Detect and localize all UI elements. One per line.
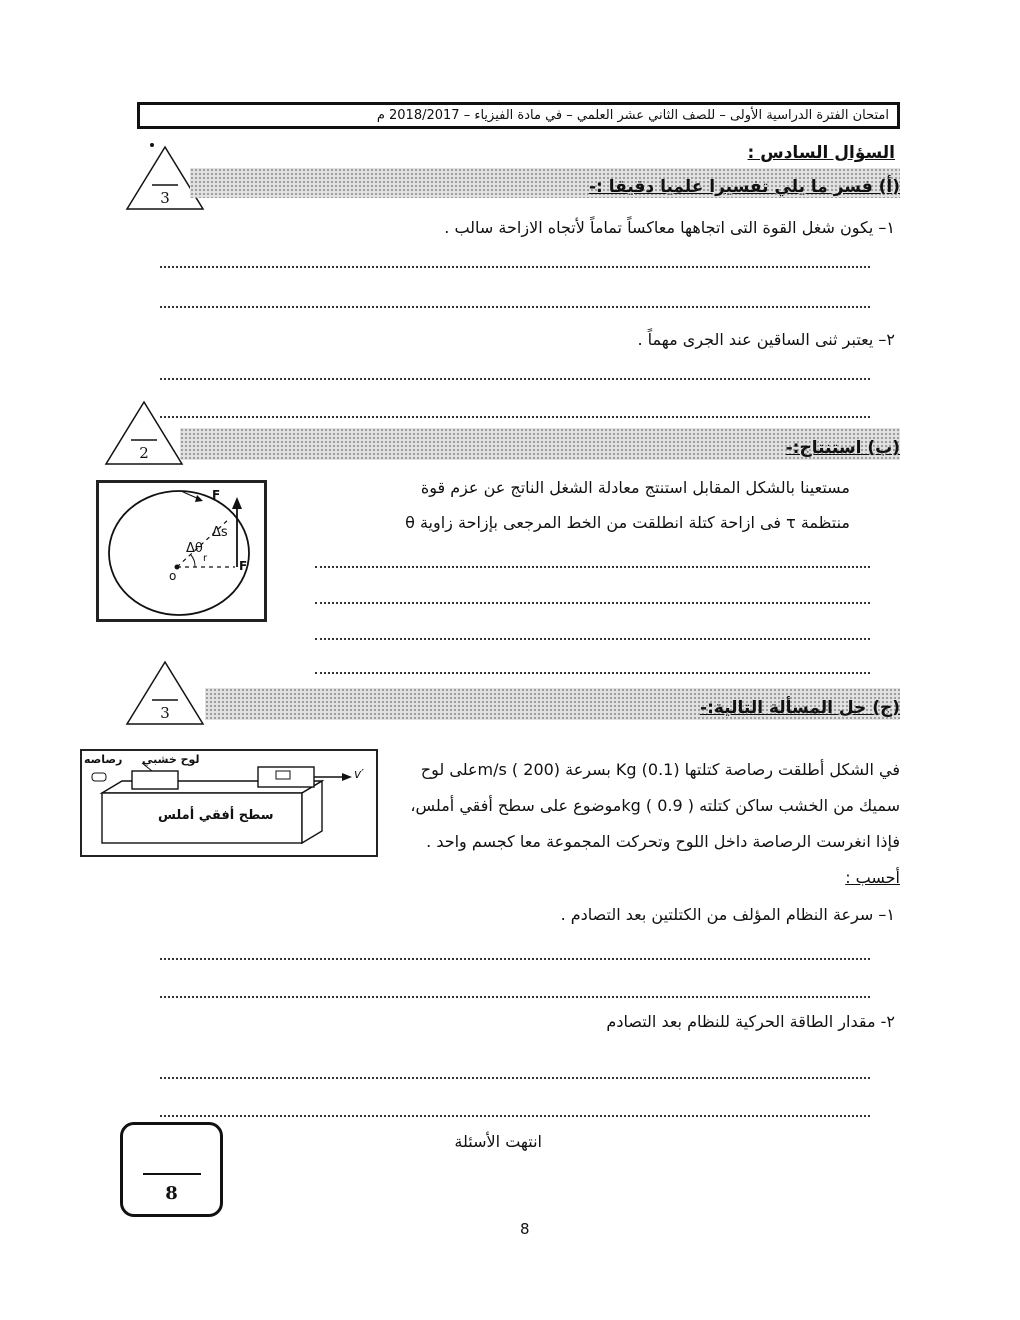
answer-line[interactable] [315,602,870,604]
score-triangle-b [104,400,184,470]
part-b-title: (ب) استنتاج:- [785,438,900,458]
force-label-bottom: F [239,559,248,573]
circle-diagram [99,483,264,619]
part-c-item-2: ٢- مقدار الطاقة الحركية للنظام بعد التصادم [606,1012,895,1031]
exam-header [137,102,900,129]
total-score-box [120,1122,223,1217]
answer-line[interactable] [160,378,870,380]
velocity-label: v′ [354,767,364,781]
answer-line[interactable] [315,566,870,568]
total-score: 8 [165,1183,178,1204]
score-divider [143,1173,201,1175]
page-number: 8 [520,1220,530,1238]
bullet-board-diagram [82,751,376,855]
question-title: السؤال السادس : [747,143,895,163]
score-c-value: 3 [160,704,170,722]
part-a-item-1: ١– يكون شغل القوة التى اتجاهها معاكساً تماماً لأتجاه الازاحة سالب . [444,218,895,237]
radius-label: r [203,553,208,564]
answer-line[interactable] [160,416,870,418]
score-triangle-c [125,660,205,730]
score-a-value: 3 [160,189,170,207]
answer-line[interactable] [160,958,870,960]
part-b-line-1: مستعينا بالشكل المقابل استنتج معادلة الشغل الناتج عن عزم قوة [420,478,850,497]
part-b-line-2: منتظمة τ فى ازاحة كتلة انطلقت من الخط المرجعى بإزاحة زاوية θ [405,513,850,532]
bullet-label: رصاصه [84,753,123,766]
bullet-board-figure [80,749,378,857]
part-c-line-1: في الشكل أطلقت رصاصة كتلتها Kg (0.1) بسرعة m/s ( 200)على لوح [420,760,900,779]
answer-line[interactable] [160,1115,870,1117]
part-c-title: (ج) حل المسألة التالية:- [700,698,900,718]
part-a-title: (أ) فسر ما يلي تفسيرا علميا دقيقا :- [588,177,900,197]
force-label-top: F [212,488,221,502]
board-label: لوح خشبي [142,753,200,766]
part-c-line-3: فإذا انغرست الرصاصة داخل اللوح وتحركت المجموعة معا كجسم واحد . [426,832,900,851]
end-text: انتهت الأسئلة [454,1132,542,1151]
answer-line[interactable] [160,266,870,268]
answer-line[interactable] [160,1077,870,1079]
answer-line[interactable] [160,306,870,308]
answer-line[interactable] [160,996,870,998]
angle-label: Δθ [186,541,203,556]
surface-label: سطح أفقي أملس [158,808,274,823]
arc-label: Δs [212,525,228,540]
answer-line[interactable] [315,638,870,640]
part-c-item-1: ١– سرعة النظام المؤلف من الكتلتين بعد التصادم . [560,905,895,924]
score-b-value: 2 [139,444,149,462]
part-a-item-2: ٢– يعتبر ثنى الساقين عند الجرى مهماً . [637,330,895,349]
circular-motion-figure [96,480,267,622]
answer-line[interactable] [315,672,870,674]
part-c-line-2: سميك من الخشب ساكن كتلته kg ( 0.9 )موضوع على سطح أفقي أملس، [410,796,900,815]
center-label: o [169,569,177,583]
calc-label: أحسب : [845,868,900,887]
exam-header-text: امتحان الفترة الدراسية الأولى – للصف الثاني عشر العلمي – في مادة الفيزياء – 2018/2017 م [376,108,889,123]
